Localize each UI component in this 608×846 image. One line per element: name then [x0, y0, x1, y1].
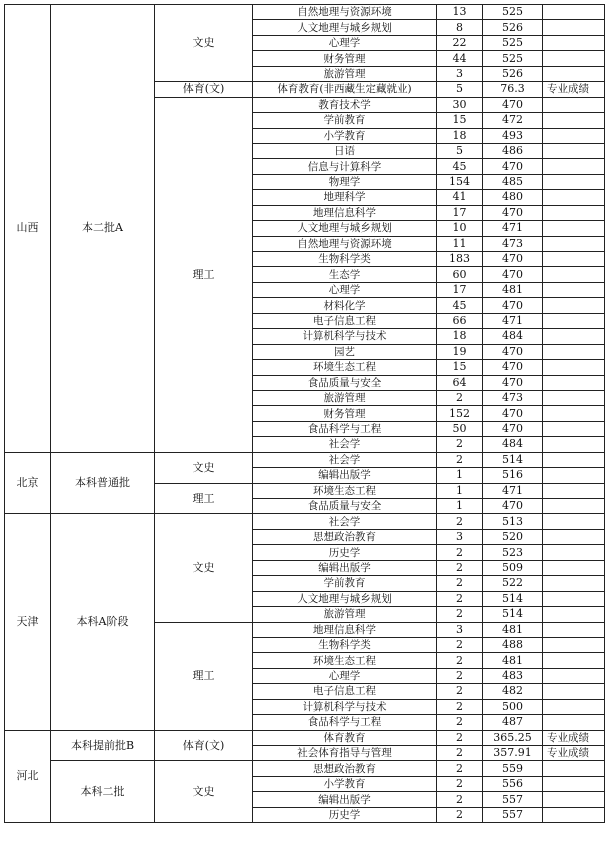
score-cell: 500 [483, 699, 543, 714]
note-cell [543, 221, 605, 236]
note-cell: 专业成绩 [543, 730, 605, 745]
major-cell: 计算机科学与技术 [253, 329, 437, 344]
note-cell [543, 468, 605, 483]
category-cell: 理工 [155, 622, 253, 730]
note-cell [543, 360, 605, 375]
score-cell: 484 [483, 329, 543, 344]
note-cell [543, 591, 605, 606]
major-cell: 体育教育(非西藏生定藏就业) [253, 82, 437, 97]
count-cell: 45 [437, 298, 483, 313]
count-cell: 18 [437, 128, 483, 143]
major-cell: 心理学 [253, 35, 437, 50]
major-cell: 社会学 [253, 514, 437, 529]
province-cell: 天津 [5, 514, 51, 730]
note-cell [543, 5, 605, 20]
score-cell: 365.25 [483, 730, 543, 745]
count-cell: 15 [437, 360, 483, 375]
count-cell: 2 [437, 730, 483, 745]
score-cell: 486 [483, 143, 543, 158]
note-cell [543, 653, 605, 668]
major-cell: 生物科学类 [253, 637, 437, 652]
major-cell: 教育技术学 [253, 97, 437, 112]
count-cell: 8 [437, 20, 483, 35]
count-cell: 22 [437, 35, 483, 50]
score-cell: 470 [483, 360, 543, 375]
score-cell: 484 [483, 437, 543, 452]
score-cell: 470 [483, 406, 543, 421]
count-cell: 2 [437, 715, 483, 730]
note-cell [543, 452, 605, 467]
count-cell: 15 [437, 113, 483, 128]
count-cell: 41 [437, 190, 483, 205]
major-cell: 食品质量与安全 [253, 375, 437, 390]
major-cell: 编辑出版学 [253, 792, 437, 807]
note-cell [543, 499, 605, 514]
score-cell: 485 [483, 174, 543, 189]
count-cell: 2 [437, 452, 483, 467]
table-row [5, 761, 605, 776]
count-cell: 10 [437, 221, 483, 236]
score-cell: 482 [483, 684, 543, 699]
category-cell: 体育(文) [155, 82, 253, 97]
admission-score-table [4, 4, 605, 823]
score-cell: 559 [483, 761, 543, 776]
count-cell: 2 [437, 576, 483, 591]
score-cell: 483 [483, 668, 543, 683]
count-cell: 1 [437, 499, 483, 514]
count-cell: 60 [437, 267, 483, 282]
major-cell: 地理科学 [253, 190, 437, 205]
major-cell: 思想政治教育 [253, 529, 437, 544]
score-cell: 488 [483, 637, 543, 652]
major-cell: 园艺 [253, 344, 437, 359]
count-cell: 1 [437, 468, 483, 483]
note-cell [543, 128, 605, 143]
score-cell: 513 [483, 514, 543, 529]
note-cell: 专业成绩 [543, 746, 605, 761]
note-cell [543, 792, 605, 807]
major-cell: 电子信息工程 [253, 684, 437, 699]
count-cell: 2 [437, 545, 483, 560]
province-cell: 河北 [5, 730, 51, 823]
score-cell: 481 [483, 653, 543, 668]
major-cell: 体育教育 [253, 730, 437, 745]
major-cell: 食品科学与工程 [253, 421, 437, 436]
count-cell: 3 [437, 66, 483, 81]
major-cell: 学前教育 [253, 576, 437, 591]
major-cell: 计算机科学与技术 [253, 699, 437, 714]
major-cell: 食品科学与工程 [253, 715, 437, 730]
note-cell [543, 236, 605, 251]
note-cell [543, 375, 605, 390]
count-cell: 2 [437, 699, 483, 714]
major-cell: 人文地理与城乡规划 [253, 20, 437, 35]
note-cell: 专业成绩 [543, 82, 605, 97]
score-cell: 471 [483, 313, 543, 328]
count-cell: 5 [437, 82, 483, 97]
score-cell: 470 [483, 267, 543, 282]
note-cell [543, 344, 605, 359]
major-cell: 日语 [253, 143, 437, 158]
table-row [5, 514, 605, 529]
note-cell [543, 313, 605, 328]
count-cell: 1 [437, 483, 483, 498]
score-cell: 471 [483, 483, 543, 498]
score-cell: 470 [483, 499, 543, 514]
count-cell: 2 [437, 607, 483, 622]
note-cell [543, 514, 605, 529]
count-cell: 154 [437, 174, 483, 189]
note-cell [543, 607, 605, 622]
count-cell: 2 [437, 437, 483, 452]
note-cell [543, 622, 605, 637]
count-cell: 30 [437, 97, 483, 112]
batch-cell: 本科提前批B [51, 730, 155, 761]
score-cell: 522 [483, 576, 543, 591]
note-cell [543, 51, 605, 66]
province-cell: 北京 [5, 452, 51, 514]
major-cell: 编辑出版学 [253, 468, 437, 483]
major-cell: 生态学 [253, 267, 437, 282]
category-cell: 理工 [155, 483, 253, 514]
count-cell: 11 [437, 236, 483, 251]
score-cell: 481 [483, 622, 543, 637]
score-cell: 470 [483, 298, 543, 313]
note-cell [543, 483, 605, 498]
major-cell: 地理信息科学 [253, 205, 437, 220]
major-cell: 心理学 [253, 282, 437, 297]
major-cell: 环境生态工程 [253, 360, 437, 375]
score-cell: 470 [483, 252, 543, 267]
score-cell: 514 [483, 452, 543, 467]
note-cell [543, 143, 605, 158]
major-cell: 编辑出版学 [253, 560, 437, 575]
major-cell: 环境生态工程 [253, 483, 437, 498]
note-cell [543, 560, 605, 575]
major-cell: 历史学 [253, 807, 437, 822]
major-cell: 环境生态工程 [253, 653, 437, 668]
category-cell: 理工 [155, 97, 253, 452]
major-cell: 思想政治教育 [253, 761, 437, 776]
batch-cell: 本科A阶段 [51, 514, 155, 730]
score-cell: 487 [483, 715, 543, 730]
note-cell [543, 159, 605, 174]
note-cell [543, 776, 605, 791]
score-cell: 557 [483, 807, 543, 822]
count-cell: 66 [437, 313, 483, 328]
score-cell: 473 [483, 390, 543, 405]
count-cell: 183 [437, 252, 483, 267]
note-cell [543, 282, 605, 297]
note-cell [543, 190, 605, 205]
count-cell: 5 [437, 143, 483, 158]
note-cell [543, 761, 605, 776]
count-cell: 152 [437, 406, 483, 421]
count-cell: 17 [437, 205, 483, 220]
major-cell: 生物科学类 [253, 252, 437, 267]
score-cell: 520 [483, 529, 543, 544]
note-cell [543, 637, 605, 652]
note-cell [543, 35, 605, 50]
count-cell: 13 [437, 5, 483, 20]
score-cell: 470 [483, 205, 543, 220]
batch-cell: 本科二批 [51, 761, 155, 823]
score-cell: 480 [483, 190, 543, 205]
note-cell [543, 668, 605, 683]
major-cell: 地理信息科学 [253, 622, 437, 637]
note-cell [543, 421, 605, 436]
note-cell [543, 699, 605, 714]
count-cell: 3 [437, 529, 483, 544]
major-cell: 材料化学 [253, 298, 437, 313]
score-cell: 76.3 [483, 82, 543, 97]
count-cell: 2 [437, 761, 483, 776]
count-cell: 44 [437, 51, 483, 66]
note-cell [543, 97, 605, 112]
note-cell [543, 252, 605, 267]
note-cell [543, 715, 605, 730]
count-cell: 19 [437, 344, 483, 359]
count-cell: 18 [437, 329, 483, 344]
note-cell [543, 684, 605, 699]
note-cell [543, 576, 605, 591]
province-cell: 山西 [5, 5, 51, 453]
count-cell: 3 [437, 622, 483, 637]
score-cell: 514 [483, 607, 543, 622]
note-cell [543, 807, 605, 822]
score-cell: 493 [483, 128, 543, 143]
table-body [5, 5, 605, 823]
score-cell: 470 [483, 375, 543, 390]
count-cell: 2 [437, 746, 483, 761]
score-cell: 525 [483, 35, 543, 50]
major-cell: 社会体育指导与管理 [253, 746, 437, 761]
score-cell: 470 [483, 421, 543, 436]
count-cell: 2 [437, 653, 483, 668]
major-cell: 财务管理 [253, 51, 437, 66]
note-cell [543, 113, 605, 128]
count-cell: 2 [437, 684, 483, 699]
major-cell: 信息与计算科学 [253, 159, 437, 174]
major-cell: 财务管理 [253, 406, 437, 421]
score-cell: 525 [483, 51, 543, 66]
table-row [5, 730, 605, 745]
table-row [5, 5, 605, 20]
score-cell: 481 [483, 282, 543, 297]
major-cell: 自然地理与资源环境 [253, 236, 437, 251]
major-cell: 食品质量与安全 [253, 499, 437, 514]
score-cell: 473 [483, 236, 543, 251]
score-cell: 509 [483, 560, 543, 575]
score-cell: 470 [483, 159, 543, 174]
major-cell: 学前教育 [253, 113, 437, 128]
note-cell [543, 437, 605, 452]
major-cell: 社会学 [253, 437, 437, 452]
major-cell: 社会学 [253, 452, 437, 467]
note-cell [543, 406, 605, 421]
score-cell: 556 [483, 776, 543, 791]
major-cell: 自然地理与资源环境 [253, 5, 437, 20]
score-cell: 526 [483, 66, 543, 81]
count-cell: 45 [437, 159, 483, 174]
major-cell: 物理学 [253, 174, 437, 189]
category-cell: 文史 [155, 761, 253, 823]
major-cell: 旅游管理 [253, 607, 437, 622]
count-cell: 50 [437, 421, 483, 436]
count-cell: 2 [437, 792, 483, 807]
note-cell [543, 174, 605, 189]
score-cell: 470 [483, 97, 543, 112]
count-cell: 2 [437, 637, 483, 652]
category-cell: 文史 [155, 514, 253, 622]
note-cell [543, 66, 605, 81]
count-cell: 2 [437, 807, 483, 822]
note-cell [543, 329, 605, 344]
note-cell [543, 545, 605, 560]
major-cell: 电子信息工程 [253, 313, 437, 328]
count-cell: 2 [437, 668, 483, 683]
major-cell: 小学教育 [253, 128, 437, 143]
count-cell: 2 [437, 390, 483, 405]
note-cell [543, 205, 605, 220]
score-cell: 472 [483, 113, 543, 128]
batch-cell: 本科普通批 [51, 452, 155, 514]
major-cell: 人文地理与城乡规划 [253, 591, 437, 606]
score-cell: 526 [483, 20, 543, 35]
score-cell: 470 [483, 344, 543, 359]
note-cell [543, 529, 605, 544]
score-cell: 523 [483, 545, 543, 560]
count-cell: 2 [437, 514, 483, 529]
score-cell: 471 [483, 221, 543, 236]
category-cell: 文史 [155, 452, 253, 483]
count-cell: 2 [437, 591, 483, 606]
score-cell: 557 [483, 792, 543, 807]
note-cell [543, 267, 605, 282]
category-cell: 体育(文) [155, 730, 253, 761]
major-cell: 旅游管理 [253, 390, 437, 405]
category-cell: 文史 [155, 5, 253, 82]
batch-cell: 本二批A [51, 5, 155, 453]
note-cell [543, 298, 605, 313]
major-cell: 小学教育 [253, 776, 437, 791]
major-cell: 历史学 [253, 545, 437, 560]
major-cell: 旅游管理 [253, 66, 437, 81]
count-cell: 2 [437, 560, 483, 575]
count-cell: 64 [437, 375, 483, 390]
count-cell: 2 [437, 776, 483, 791]
score-cell: 357.91 [483, 746, 543, 761]
score-cell: 514 [483, 591, 543, 606]
count-cell: 17 [437, 282, 483, 297]
major-cell: 心理学 [253, 668, 437, 683]
score-cell: 516 [483, 468, 543, 483]
score-cell: 525 [483, 5, 543, 20]
note-cell [543, 20, 605, 35]
note-cell [543, 390, 605, 405]
table-row [5, 452, 605, 467]
major-cell: 人文地理与城乡规划 [253, 221, 437, 236]
